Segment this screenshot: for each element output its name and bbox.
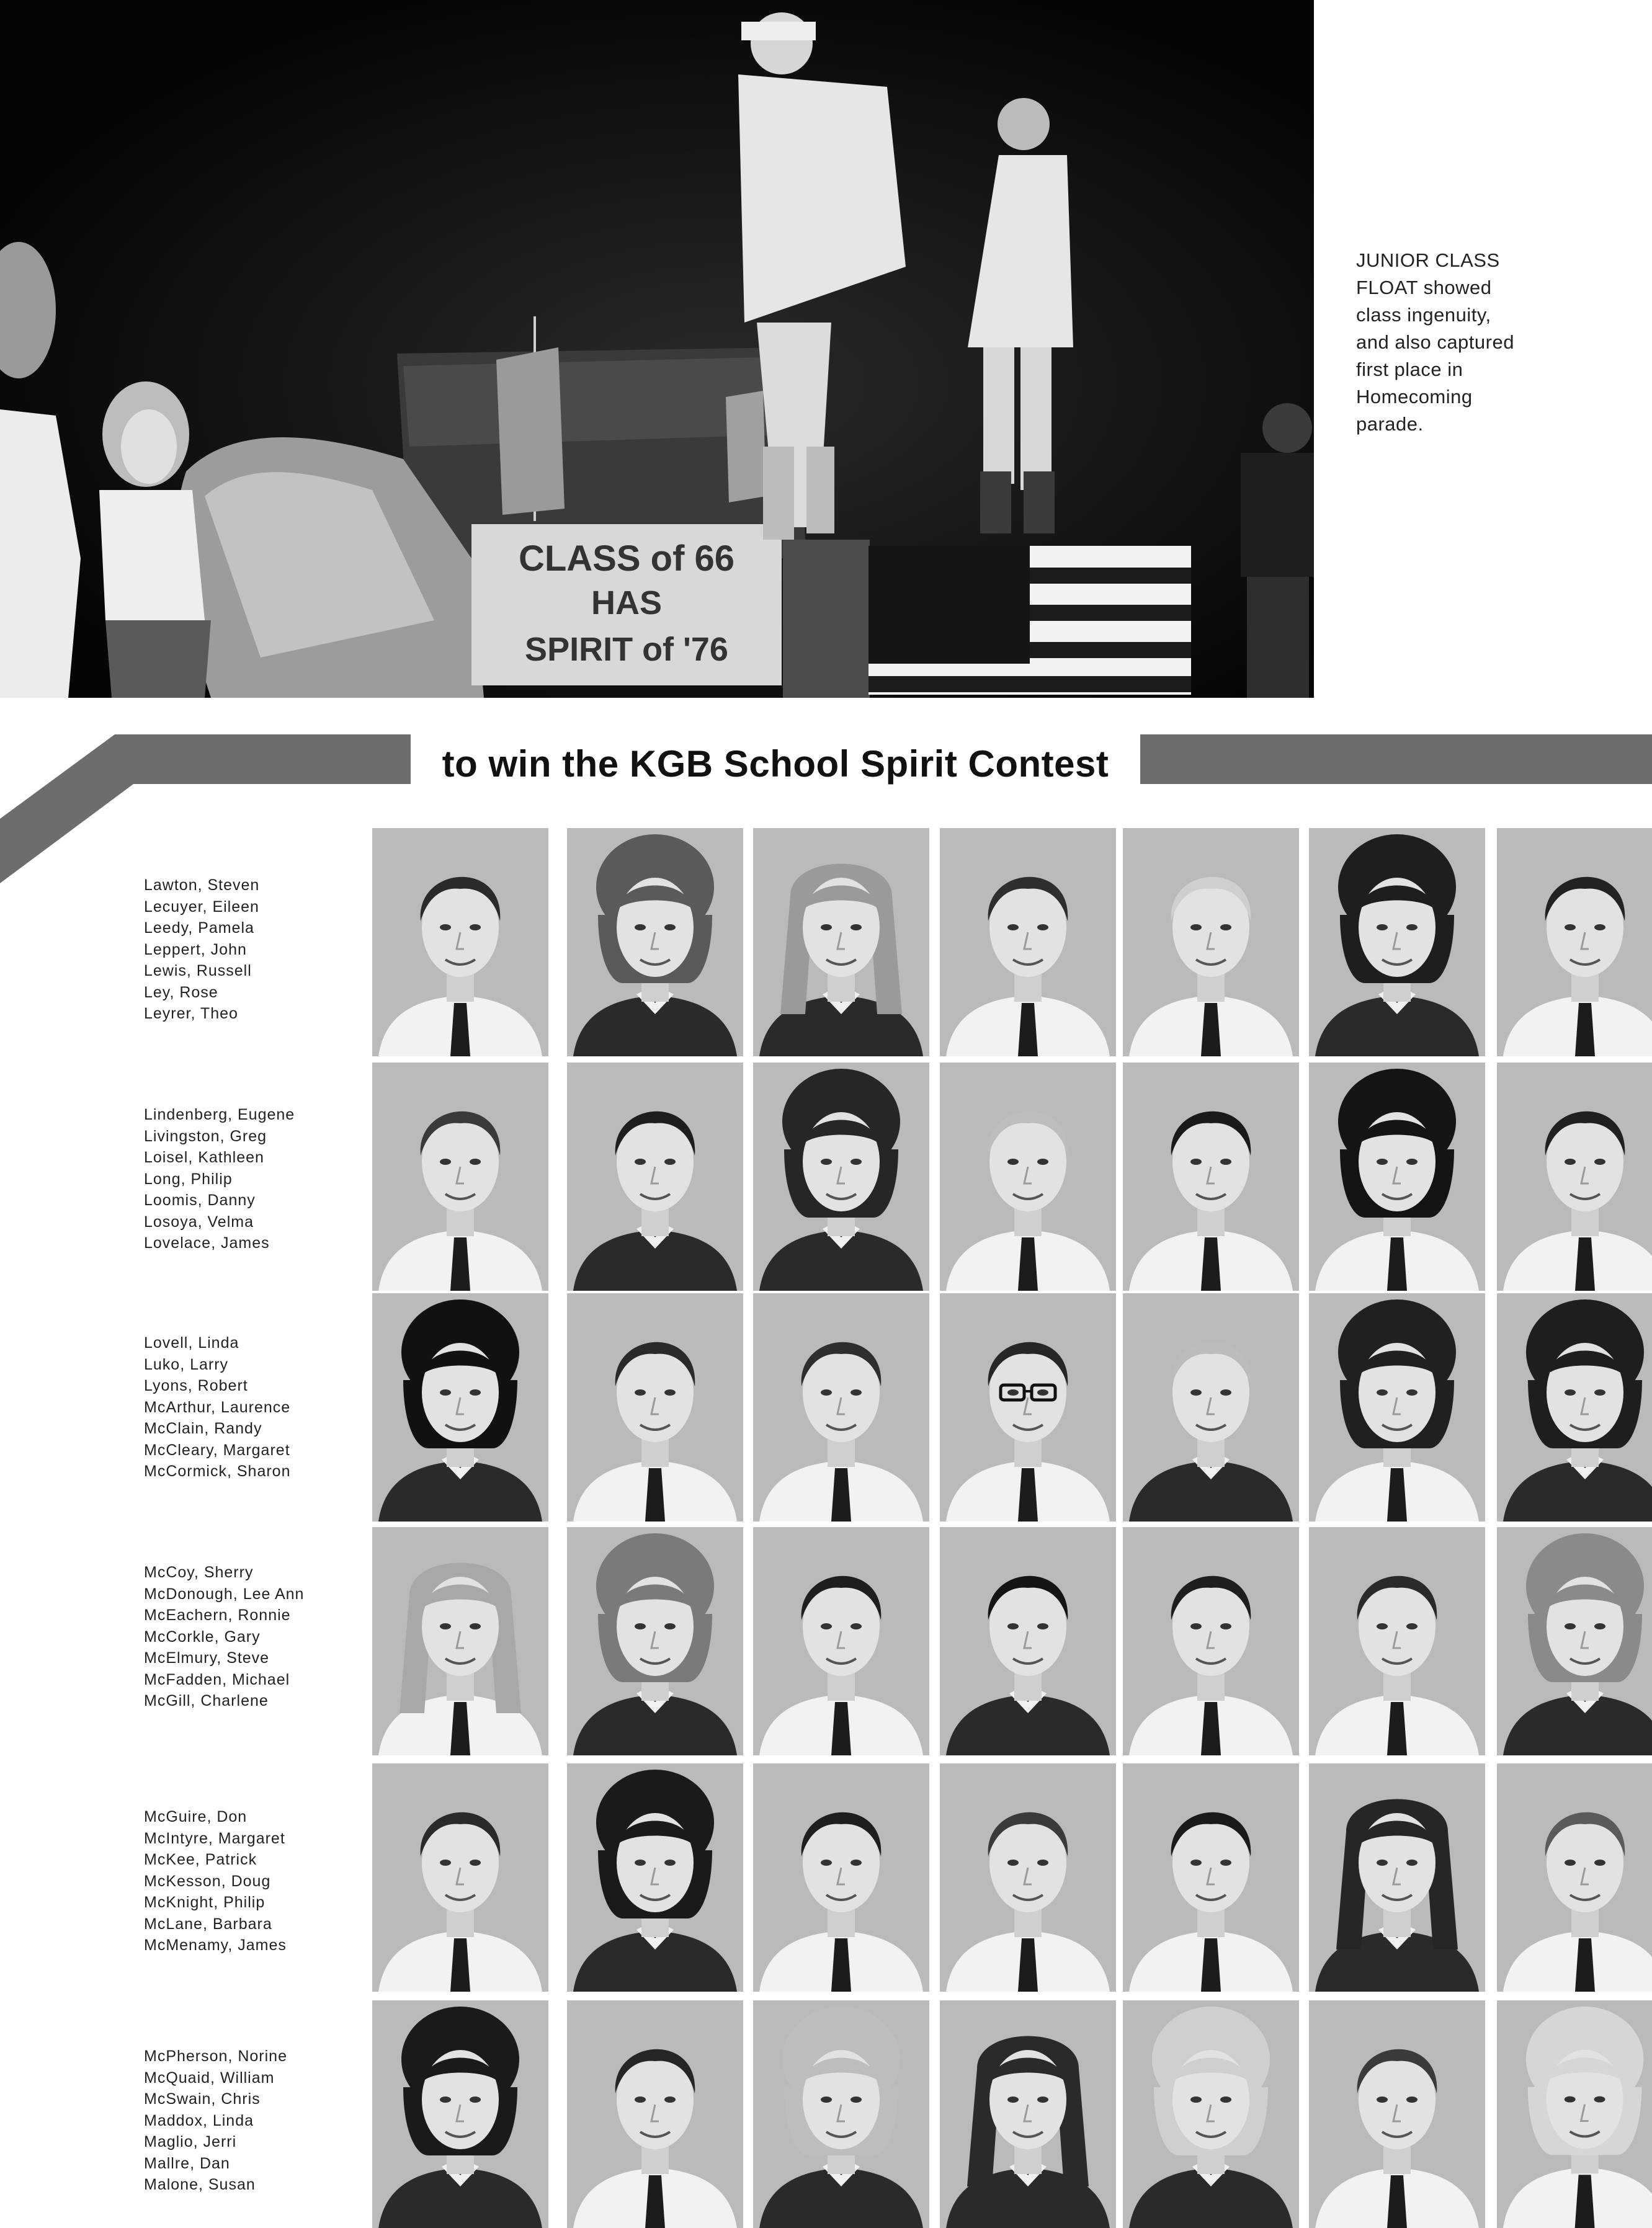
student-name: McFadden, Michael [144,1670,290,1688]
student-portrait [567,1063,743,1291]
student-name: Lovell, Linda [144,1334,239,1352]
student-name: Maddox, Linda [144,2111,254,2129]
float-photo-illustration [0,0,1314,698]
student-portrait [753,1063,929,1291]
page-headline: to win the KGB School Spirit Contest [442,743,1109,785]
portrait-illustration [1123,828,1299,1056]
student-name: Malone, Susan [144,2176,256,2193]
student-portrait [753,1763,929,1992]
student-name: McKnight, Philip [144,1894,266,1911]
american-flag-icon [868,546,1191,695]
portrait-illustration [1497,828,1652,1056]
student-name: Maglio, Jerri [144,2133,237,2150]
student-portrait [1123,1063,1299,1291]
student-name: Livingston, Greg [144,1127,267,1145]
portrait-illustration [940,1527,1116,1755]
student-portrait [1497,1063,1652,1291]
student-portrait [372,828,548,1056]
portrait-illustration [1309,1063,1485,1291]
student-name: McClain, Randy [144,1420,262,1437]
student-name: McEachern, Ronnie [144,1606,291,1624]
portrait-illustration [1123,2000,1299,2228]
name-list [144,1104,349,1254]
portrait-illustration [567,1763,743,1992]
student-name: McElmury, Steve [144,1649,270,1667]
student-name: Long, Philip [144,1170,233,1188]
portrait-illustration [1497,1527,1652,1755]
caption-line: class ingenuity, [1356,304,1491,326]
portrait-illustration [567,1063,743,1291]
portrait-illustration [1123,1763,1299,1992]
portrait-illustration [753,1293,929,1522]
student-portrait [372,2000,548,2228]
student-portrait [1497,1293,1652,1522]
caption-line: Homecoming [1356,386,1473,408]
student-portrait [1123,1293,1299,1522]
student-name: Leyrer, Theo [144,1005,238,1022]
caption-line: first place in [1356,359,1463,380]
portrait-illustration [1123,1527,1299,1755]
float-banner-line-2: HAS [591,584,663,622]
student-name: McCleary, Margaret [144,1441,290,1459]
portrait-illustration [753,2000,929,2228]
portrait-illustration [1497,1763,1652,1992]
portrait-illustration [940,2000,1116,2228]
student-name: Luko, Larry [144,1355,229,1373]
portrait-illustration [940,1063,1116,1291]
student-portrait [1309,1763,1485,1992]
student-name: McSwain, Chris [144,2090,261,2108]
student-portrait [372,1763,548,1992]
student-portrait [567,1763,743,1992]
portrait-illustration [940,1763,1116,1992]
student-portrait [1309,1527,1485,1755]
student-name: Lecuyer, Eileen [144,898,259,916]
student-portrait [567,1527,743,1755]
student-name: McMenamy, James [144,1936,287,1954]
homecoming-float-photo [0,0,1314,698]
portrait-illustration [1497,1293,1652,1522]
portrait-illustration [940,1293,1116,1522]
student-name: Lawton, Steven [144,876,260,894]
student-portrait [1497,2000,1652,2228]
student-name: McGill, Charlene [144,1692,269,1709]
student-name: Mallre, Dan [144,2154,230,2172]
portrait-illustration [372,1293,548,1522]
name-list [144,1806,349,1956]
student-portrait [753,1293,929,1522]
portrait-illustration [567,2000,743,2228]
portrait-illustration [372,1527,548,1755]
student-portrait [753,1527,929,1755]
student-portrait [940,1293,1116,1522]
student-name: McCorkle, Gary [144,1628,261,1646]
portrait-illustration [1309,828,1485,1056]
student-name: McArthur, Laurence [144,1398,291,1416]
portrait-illustration [1309,1293,1485,1522]
portrait-illustration [1497,1063,1652,1291]
photo-caption [1356,247,1629,438]
portrait-illustration [372,1763,548,1992]
float-banner-line-1: CLASS of 66 [518,538,735,579]
student-portrait [1309,1063,1485,1291]
portrait-illustration [753,1527,929,1755]
student-portrait [1123,1527,1299,1755]
student-name: Lovelace, James [144,1234,270,1252]
student-name: McKee, Patrick [144,1851,257,1868]
student-name: Loomis, Danny [144,1192,256,1209]
portrait-illustration [372,828,548,1056]
student-name: Leppert, John [144,940,247,958]
student-portrait [1497,1763,1652,1992]
portrait-illustration [1309,2000,1485,2228]
float-banner-line-3: SPIRIT of '76 [525,631,728,668]
student-portrait [1497,1527,1652,1755]
portrait-illustration [753,828,929,1056]
portrait-illustration [1123,1063,1299,1291]
name-list [144,875,349,1025]
student-name: Ley, Rose [144,983,218,1001]
student-name: Leedy, Pamela [144,919,254,937]
portrait-illustration [567,1293,743,1522]
student-portrait [567,1293,743,1522]
portrait-illustration [1309,1527,1485,1755]
student-name: Lewis, Russell [144,962,252,979]
caption-line: parade. [1356,413,1424,435]
student-portrait [940,2000,1116,2228]
student-name: McQuaid, William [144,2069,275,2087]
name-list [144,1332,349,1482]
caption-line: and also captured [1356,331,1514,353]
portrait-illustration [753,1763,929,1992]
student-name: McDonough, Lee Ann [144,1585,305,1603]
student-portrait [940,1527,1116,1755]
student-portrait [372,1063,548,1291]
student-name: Lindenberg, Eugene [144,1106,295,1123]
student-portrait [1309,828,1485,1056]
student-portrait [372,1527,548,1755]
name-list [144,1562,349,1712]
student-portrait [567,828,743,1056]
student-name: McKesson, Doug [144,1872,271,1890]
portrait-illustration [940,828,1116,1056]
portrait-illustration [567,1527,743,1755]
portrait-illustration [1123,1293,1299,1522]
portrait-illustration [1497,2000,1652,2228]
student-portrait [1309,2000,1485,2228]
caption-line: FLOAT showed [1356,277,1492,298]
student-portrait [1123,1763,1299,1992]
student-name: McCoy, Sherry [144,1564,254,1581]
student-portrait [1497,828,1652,1056]
student-name: McGuire, Don [144,1808,248,1825]
portrait-illustration [1309,1763,1485,1992]
student-portrait [940,1063,1116,1291]
student-portrait [372,1293,548,1522]
portrait-illustration [372,2000,548,2228]
student-portrait [567,2000,743,2228]
student-portrait [940,1763,1116,1992]
student-portrait [940,828,1116,1056]
student-name: McIntyre, Margaret [144,1829,285,1847]
student-portrait [753,828,929,1056]
portrait-illustration [567,828,743,1056]
portrait-illustration [372,1063,548,1291]
caption-line: JUNIOR CLASS [1356,249,1500,271]
student-name: McLane, Barbara [144,1915,272,1933]
student-portrait [1123,2000,1299,2228]
student-name: Loisel, Kathleen [144,1149,264,1166]
student-portrait [1123,828,1299,1056]
student-portrait [1309,1293,1485,1522]
student-name: Lyons, Robert [144,1377,248,1394]
name-list [144,2046,349,2196]
student-name: Losoya, Velma [144,1213,254,1231]
student-name: McCormick, Sharon [144,1463,291,1480]
student-portrait [753,2000,929,2228]
portrait-illustration [753,1063,929,1291]
student-name: McPherson, Norine [144,2048,287,2065]
